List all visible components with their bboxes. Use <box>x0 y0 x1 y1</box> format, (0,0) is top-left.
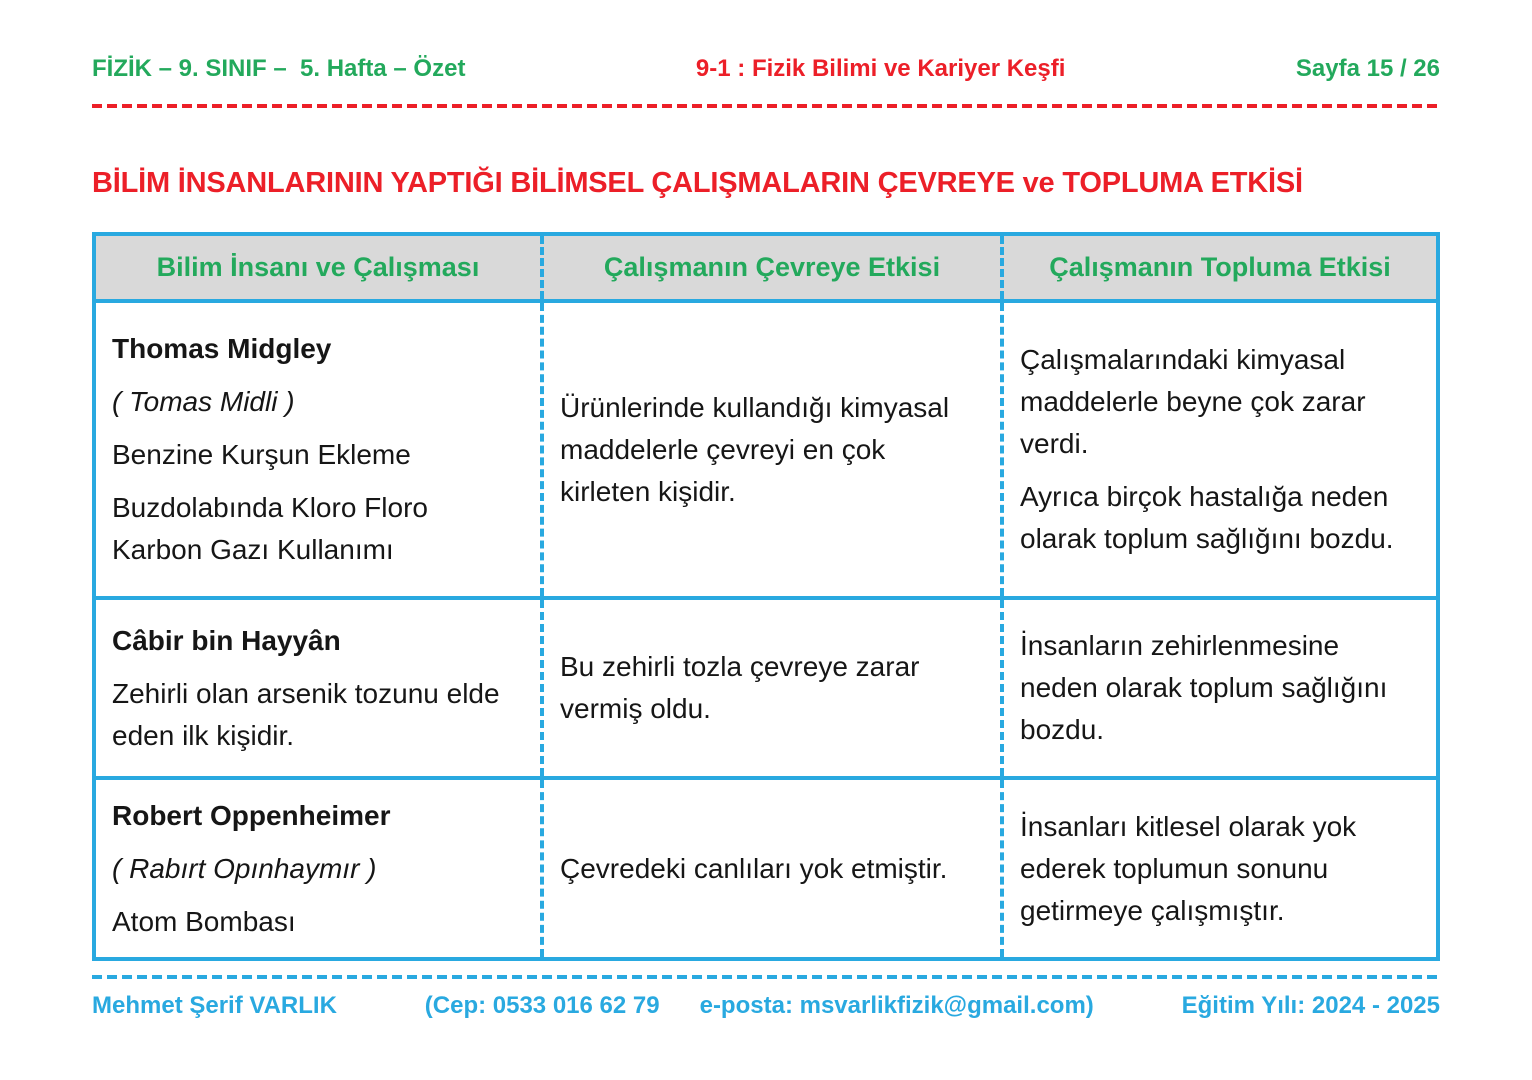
footer-contact-info: (Cep: 0533 016 62 79 e-posta: msvarlikfizik@gmail.com) <box>424 992 1094 1019</box>
column-header-society-effect: Çalışmanın Topluma Etkisi <box>1000 236 1436 299</box>
environment-effect-text: Bu zehirli tozla çevreye zarar vermiş oldu. <box>560 651 920 724</box>
society-effect-text: İnsanların zehirlenmesine neden olarak toplum sağlığını bozdu. <box>1020 630 1388 745</box>
scientist-cell <box>96 303 540 596</box>
header-page-number: Sayfa 15 / 26 <box>1295 55 1440 82</box>
impact-table <box>92 232 1440 961</box>
society-effect-cell <box>1000 303 1436 596</box>
footer-education-year: Eğitim Yılı: 2024 - 2025 <box>1181 992 1440 1019</box>
society-effect-text: Ayrıca birçok hastalığa neden olarak toplum sağlığını bozdu. <box>1020 481 1394 554</box>
table-row-oppenheimer <box>96 776 1436 957</box>
table-row-midgley <box>96 299 1436 596</box>
header-course-label: FİZİK – 9. SINIF – 5. Hafta – Özet <box>92 55 466 82</box>
environment-effect-text: Çevredeki canlıları yok etmiştir. <box>560 852 948 884</box>
column-header-environment-effect: Çalışmanın Çevreye Etkisi <box>540 236 1000 299</box>
society-effect-cell <box>1000 780 1436 957</box>
header-unit-label: 9-1 : Fizik Bilimi ve Kariyer Keşfi <box>695 55 1066 82</box>
scientist-pronunciation: ( Tomas Midli ) <box>112 386 295 417</box>
document-footer <box>92 991 1440 1021</box>
scientist-cell <box>96 780 540 957</box>
society-effect-text: İnsanları kitlesel olarak yok ederek toplumun sonunu getirmeye çalışmıştır. <box>1020 810 1357 926</box>
header-divider-rule <box>92 104 1440 108</box>
scientist-name: Robert Oppenheimer <box>112 799 391 831</box>
footer-divider-rule <box>92 975 1440 979</box>
scientist-work: Buzdolabında Kloro Floro Karbon Gazı Kullanımı <box>112 492 428 565</box>
scientist-work: Zehirli olan arsenik tozunu elde eden ilk kişidir. <box>112 677 500 751</box>
scientist-work: Atom Bombası <box>112 905 296 937</box>
society-effect-text: Çalışmalarındaki kimyasal maddelerle beyne çok zarar verdi. <box>1020 344 1366 459</box>
environment-effect-text: Ürünlerinde kullandığı kimyasal maddelerle çevreyi en çok kirleten kişidir. <box>560 391 950 507</box>
table-header-row <box>96 236 1436 299</box>
environment-effect-cell <box>540 303 1000 596</box>
society-effect-cell <box>1000 600 1436 776</box>
scientist-name: Thomas Midgley <box>112 333 332 364</box>
environment-effect-cell <box>540 780 1000 957</box>
page-title: BİLİM İNSANLARININ YAPTIĞI BİLİMSEL ÇALIŞMALARIN ÇEVREYE ve TOPLUMA ETKİSİ <box>92 167 1303 199</box>
scientist-name: Câbir bin Hayyân <box>112 624 341 656</box>
footer-author-name: Mehmet Şerif VARLIK <box>92 992 337 1019</box>
scientist-work: Benzine Kurşun Ekleme <box>112 439 411 470</box>
table-row-hayyan <box>96 596 1436 776</box>
document-header <box>92 54 1440 84</box>
scientist-cell <box>96 600 540 776</box>
column-header-scientist: Bilim İnsanı ve Çalışması <box>96 236 540 299</box>
scientist-pronunciation: ( Rabırt Opınhaymır ) <box>112 852 377 884</box>
environment-effect-cell <box>540 600 1000 776</box>
